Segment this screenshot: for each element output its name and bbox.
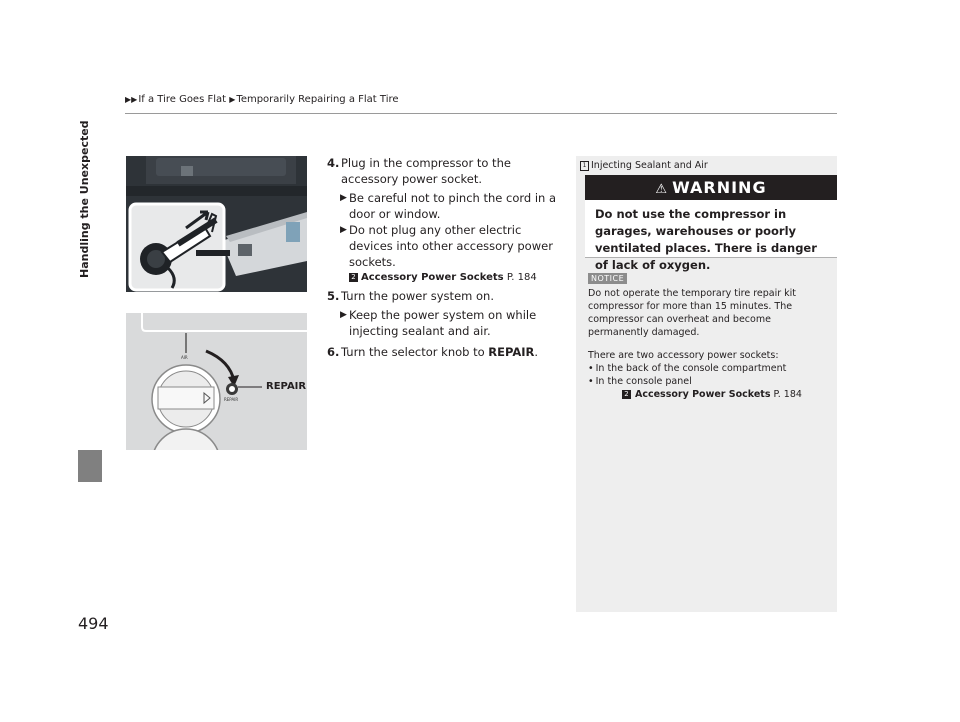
step-4 xyxy=(327,155,557,187)
notice-body xyxy=(588,287,828,401)
xref-page: P. 184 xyxy=(506,272,537,283)
breadcrumb-item-2[interactable]: Temporarily Repairing a Flat Tire xyxy=(236,94,399,105)
breadcrumb-arrow-icon: ▶▶ xyxy=(125,95,138,104)
step-text: Turn the selector knob to xyxy=(341,345,489,359)
warning-header xyxy=(585,175,837,200)
step-4-sub-1 xyxy=(327,190,557,222)
notice-badge: NOTICE xyxy=(588,273,627,284)
breadcrumb xyxy=(125,94,399,105)
sockets-intro: There are two accessory power sockets: xyxy=(588,350,779,361)
page-number: 494 xyxy=(78,614,109,633)
step-5-sub-1 xyxy=(327,307,557,339)
cross-reference-icon: 2 xyxy=(622,390,631,399)
plug-compressor-illustration xyxy=(126,156,307,292)
xref-title[interactable]: Accessory Power Sockets xyxy=(361,272,504,283)
step-6 xyxy=(327,344,557,360)
sidebar-notes xyxy=(576,156,837,612)
notice-text: Do not operate the temporary tire repair kit compressor for more than 15 minutes. The compressor can overheat and become permanently damaged. xyxy=(588,288,797,338)
svg-text:AIR: AIR xyxy=(181,355,188,360)
warning-triangle-icon: ⚠ xyxy=(655,182,669,197)
note-reference-icon: 1 xyxy=(580,161,589,171)
breadcrumb-item-1[interactable]: If a Tire Goes Flat xyxy=(138,94,227,105)
socket-item: • In the console panel xyxy=(588,375,828,388)
step-number: 4. xyxy=(327,156,340,170)
header-divider xyxy=(125,113,837,114)
figure-selector-knob xyxy=(126,313,307,450)
triangle-icon: ▶ xyxy=(340,310,347,320)
sidebar-title xyxy=(580,160,708,171)
cross-reference-icon: 2 xyxy=(349,273,358,282)
step-text: Turn the power system on. xyxy=(341,289,494,303)
step-number: 5. xyxy=(327,289,340,303)
triangle-icon: ▶ xyxy=(340,193,347,203)
breadcrumb-arrow-icon: ▶ xyxy=(229,95,236,104)
step-text-suffix: . xyxy=(534,345,539,359)
repair-callout-label: REPAIR xyxy=(266,381,307,392)
step-keyword: REPAIR xyxy=(488,345,535,359)
step-4-sub-2 xyxy=(327,222,557,270)
steps-list xyxy=(327,155,557,363)
svg-text:REPAIR: REPAIR xyxy=(224,397,239,402)
warning-box xyxy=(585,175,837,272)
sub-text: Do not plug any other electric devices into other accessory power sockets. xyxy=(349,223,553,269)
sub-text: Be careful not to pinch the cord in a door or window. xyxy=(349,191,557,221)
section-side-tab xyxy=(78,450,102,482)
section-side-label: Handling the Unexpected xyxy=(78,120,91,278)
xref-title[interactable]: Accessory Power Sockets xyxy=(635,389,771,400)
xref-accessory-power-sockets[interactable] xyxy=(327,271,557,285)
warning-text: Do not use the compressor in garages, warehouses or poorly ventilated places. There is danger of lack of oxygen. xyxy=(595,207,817,272)
step-number: 6. xyxy=(327,345,340,359)
socket-item: • In the back of the console compartment xyxy=(588,362,828,375)
figure-plug-compressor xyxy=(126,156,307,292)
warning-label: WARNING xyxy=(672,178,767,197)
sidebar-xref-accessory-power-sockets[interactable] xyxy=(588,388,828,401)
step-5 xyxy=(327,288,557,304)
sidebar-title-text: Injecting Sealant and Air xyxy=(591,160,708,171)
sub-text: Keep the power system on while injecting sealant and air. xyxy=(349,308,537,338)
step-text: Plug in the compressor to the accessory power socket. xyxy=(341,156,511,186)
triangle-icon: ▶ xyxy=(340,225,347,235)
xref-page: P. 184 xyxy=(773,389,802,400)
